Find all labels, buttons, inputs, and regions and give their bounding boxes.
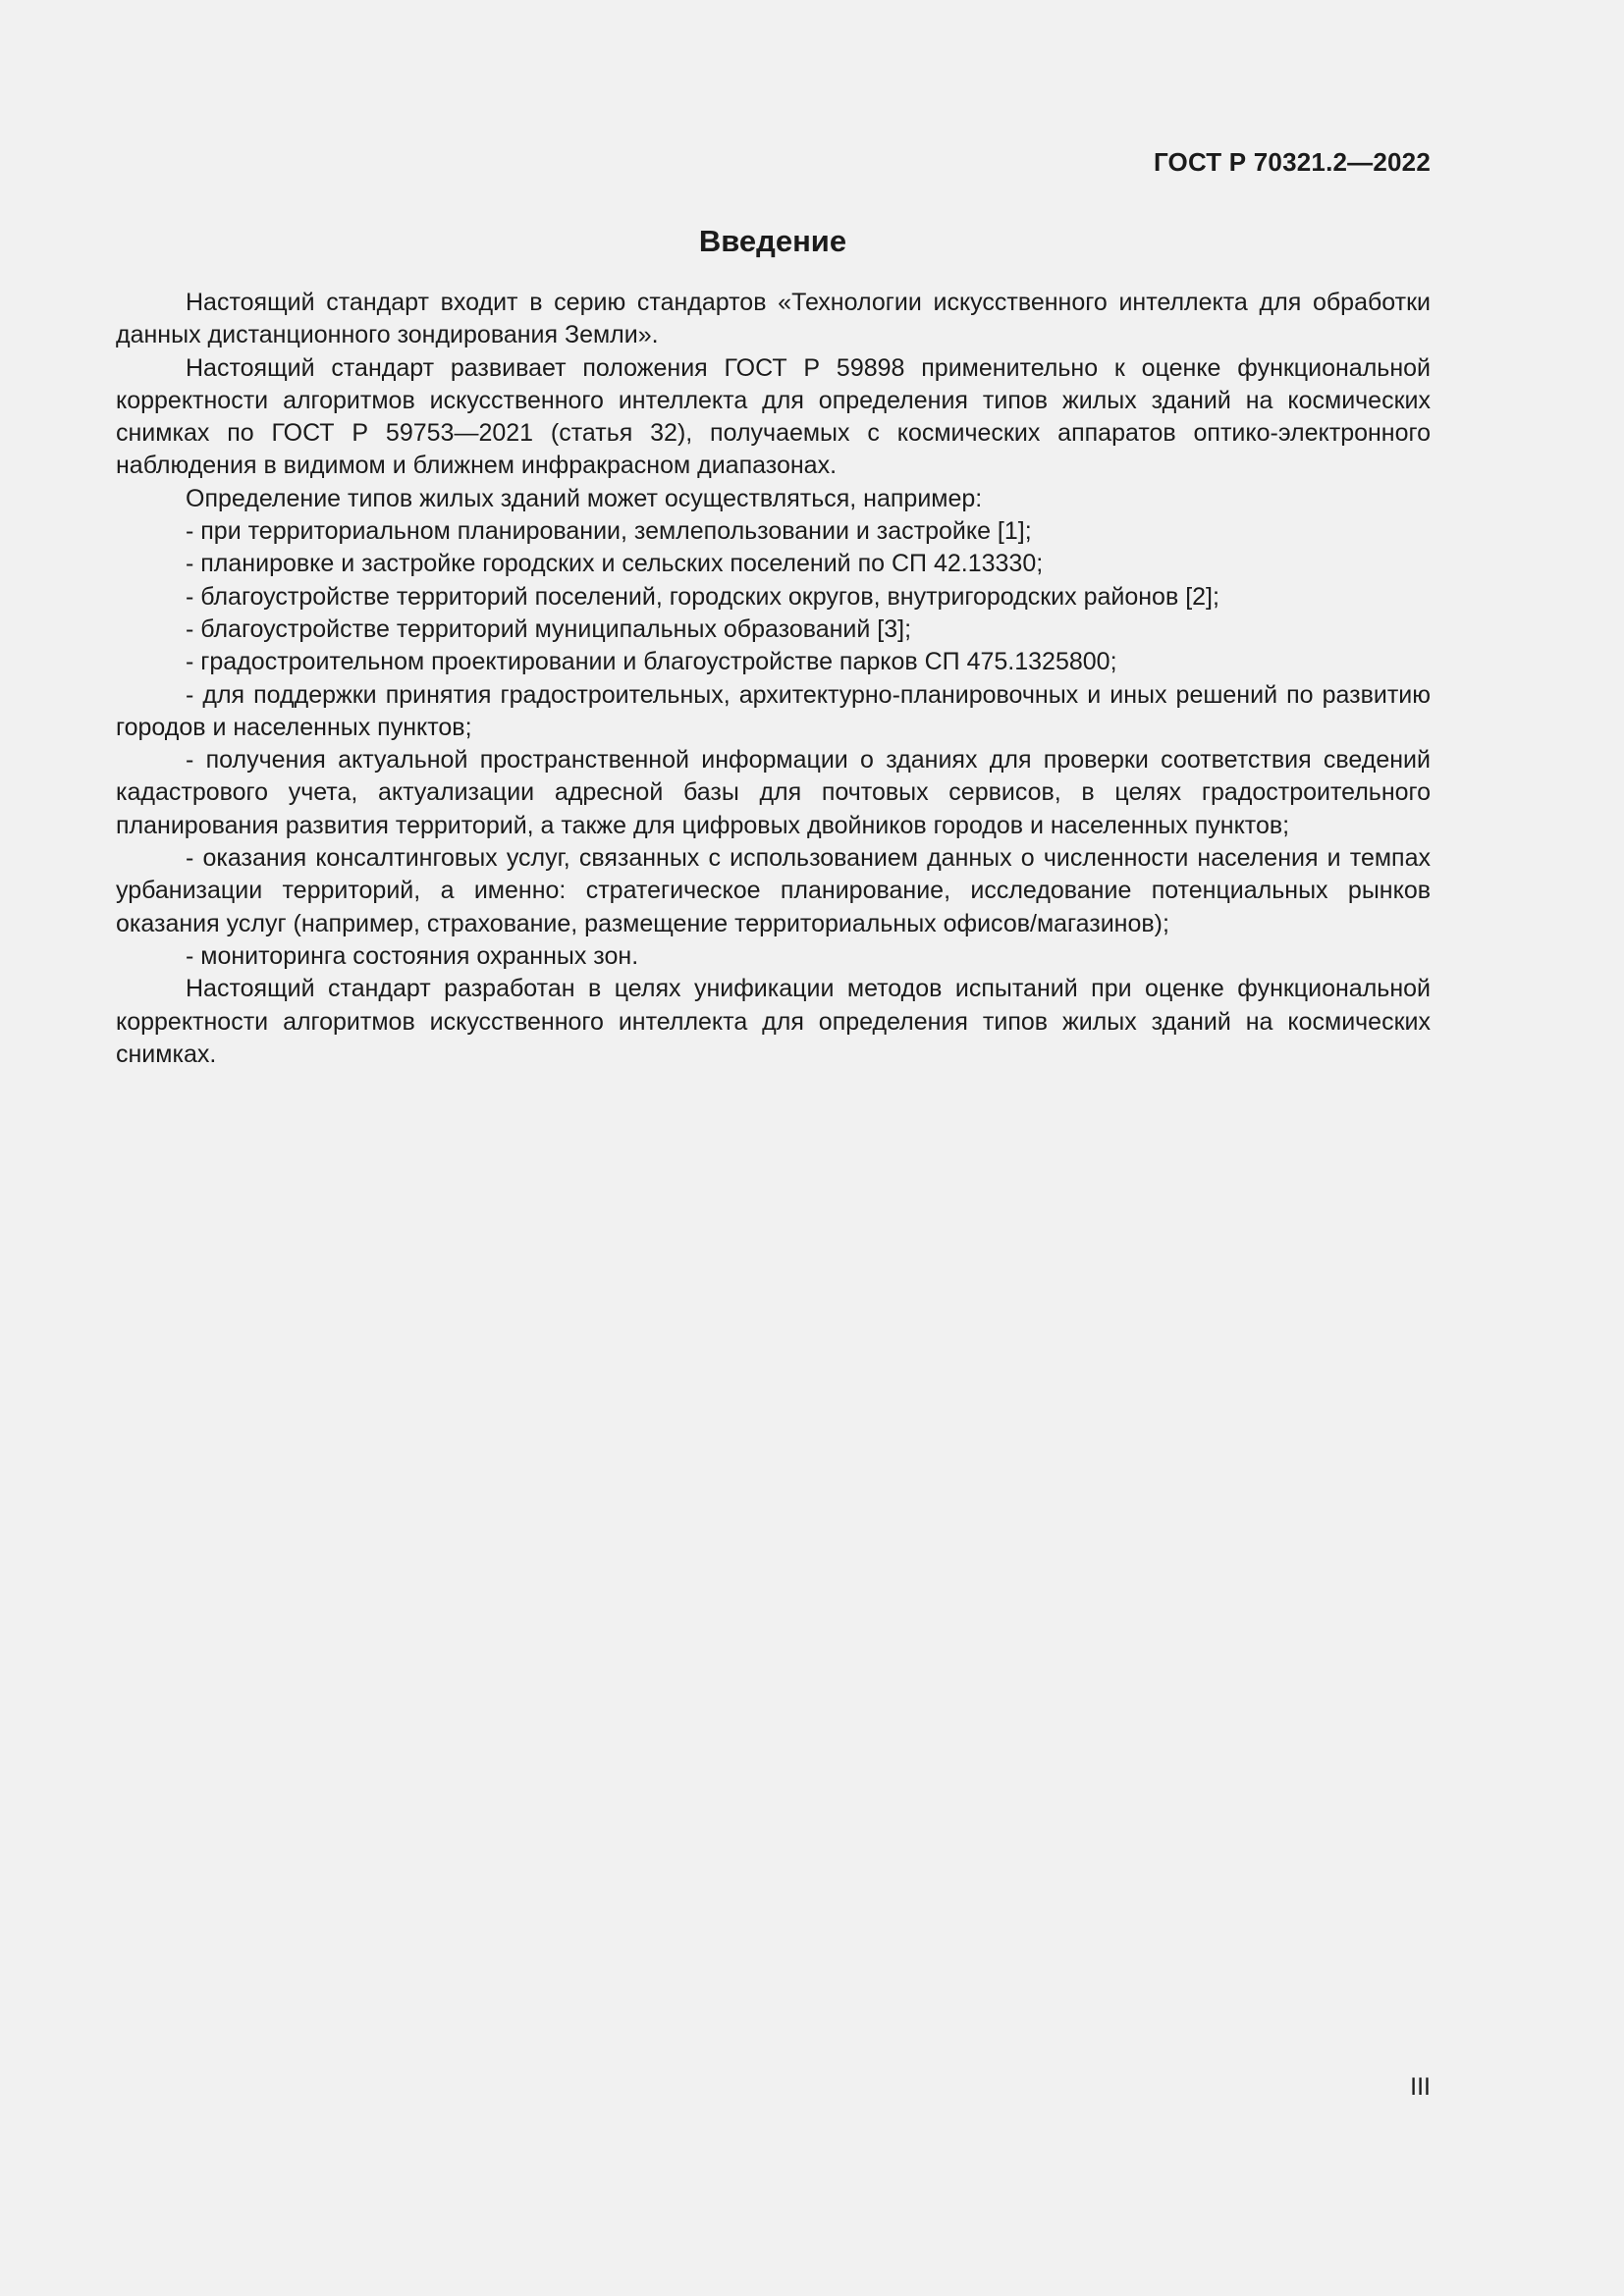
introduction-body [116, 287, 1431, 1071]
list-item: - благоустройстве территорий поселений, городских округов, внутригородских районов [2]; [186, 582, 1219, 611]
document-code: ГОСТ Р 70321.2—2022 [1153, 147, 1431, 177]
paragraph: Настоящий стандарт развивает положения ГОСТ Р 59898 применительно к оценке функциональной корректности алгоритмов искусственного интеллекта для определения типов жилых зданий на космических снимках по ГОСТ Р 59753—2021 (статья 32), получаемых с космических аппаратов оптико-электронного наблюдения в видимом и ближнем инфракрасном диапазонах. [116, 353, 1431, 480]
paragraph: Определение типов жилых зданий может осуществляться, например: [186, 484, 983, 512]
list-item: - при территориальном планировании, землепользовании и застройке [1]; [186, 517, 1032, 546]
list-item: - мониторинга состояния охранных зон. [186, 941, 639, 970]
paragraph: Настоящий стандарт разработан в целях унификации методов испытаний при оценке функциональной корректности алгоритмов искусственного интеллекта для определения типов жилых зданий на космических снимках. [116, 975, 1431, 1068]
paragraph: Настоящий стандарт входит в серию стандартов «Технологии искусственного интеллекта для обработки данных дистанционного зондирования Земли». [116, 289, 1431, 349]
list-item: - градостроительном проектировании и благоустройстве парков СП 475.1325800; [186, 648, 1117, 676]
page-number: III [1410, 2073, 1431, 2101]
list-item: - оказания консалтинговых услуг, связанных с использованием данных о численности населения и темпах урбанизации территорий, а именно: стратегическое планирование, исследование потенциальных рынков оказания услуг (например, страхование, размещение территориальных офисов/магазинов); [116, 844, 1431, 937]
list-item: - планировке и застройке городских и сельских поселений по СП 42.13330; [186, 550, 1044, 578]
list-item: - благоустройстве территорий муниципальных образований [3]; [186, 614, 912, 643]
list-item: - для поддержки принятия градостроительных, архитектурно-планировочных и иных решений по развитию городов и населенных пунктов; [116, 680, 1431, 741]
list-item: - получения актуальной пространственной информации о зданиях для проверки соответствия сведений кадастрового учета, актуализации адресной базы для почтовых сервисов, в целях градостроительного планирования развития территорий, а также для цифровых двойников городов и населенных пунктов; [116, 746, 1431, 839]
section-title: Введение [698, 224, 847, 258]
